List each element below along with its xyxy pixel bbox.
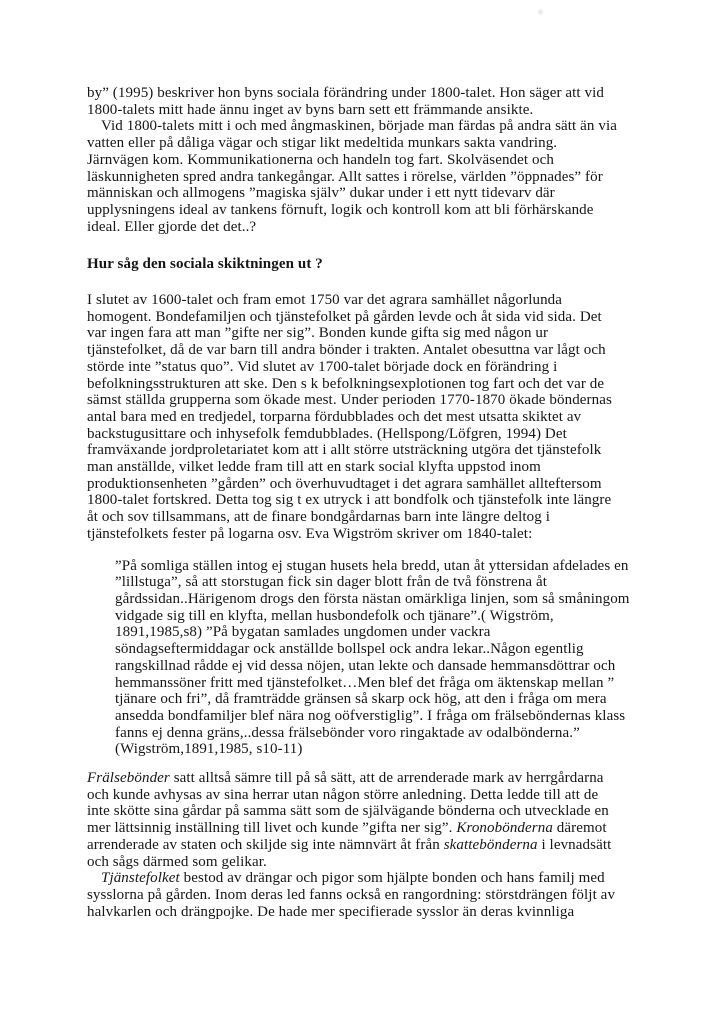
text-line: 1891,1985,s8) ”På bygatan samlades ungdomen under vackra — [115, 624, 491, 641]
text-line: gårdssidan..Härigenom drogs den första nästan omärkliga linjen, som så småningom — [115, 590, 630, 607]
text-line: (Wigström,1891,1985, s10-11) — [115, 741, 303, 758]
text-line: inte skötte sina gårdar på samma sätt som de självägande bönderna och utvecklade en — [87, 803, 609, 820]
text-line: rangskillnad rådde ej vid dessa nöjen, utan lekte och dansade hemmansdöttrar och — [115, 657, 616, 674]
text-line: människan och allmogens ”magiska själv” dukar under i ett nytt tidevarv där — [87, 185, 555, 202]
text-line: produktionsenheten ”gården” och överhuvudtaget i det agrara samhället allteftersom — [87, 475, 602, 492]
text-line: ansedda bondfamiljer blef nära nog oöfverstiglig”. I fråga om frälseböndernas klass — [115, 707, 626, 724]
text-line: fanns ej denna gräns,..dessa frälsebönder voro ringaktade av odalbönderna.” — [115, 724, 580, 741]
closing-paragraph — [87, 770, 667, 920]
text-line: störde inte ”status quo”. Vid slutet av 1700-talet började dock en förändring i — [87, 358, 558, 375]
text-line: ideal. Eller gjorde det det..? — [87, 218, 257, 235]
text-line: läskunnigheten spred andra tankegångar. Allt sattes i rörelse, världen ”öppnades” för — [87, 168, 603, 185]
text-line: tjänstefolkets fester på logarna osv. Eva Wigström skriver om 1840-talet: — [87, 525, 533, 542]
text-line: halvkarlen och drängpojke. De hade mer specifierade sysslor än deras kvinnliga — [87, 903, 575, 920]
text-column — [87, 85, 667, 920]
text-line: var ingen fara att man ”gifte ner sig”. Bonden kunde gifta sig med någon ur — [87, 325, 549, 342]
text-line: mer lättsinnig inställning till livet och kunde ”gifta ner sig”. Kronobönderna däremot — [87, 820, 607, 837]
text-line: man anställde, vilket ledde fram till att en stark social klyfta uppstod inom — [87, 459, 541, 476]
text-line: och kunde avhysas av sina herrar utan någon större anledning. Detta ledde till att de — [87, 786, 599, 803]
text-line: Frälsebönder satt alltså sämre till på så sätt, att de arrenderade mark av herrgårdarna — [87, 770, 604, 787]
text-line: hemmanssöner fritt med tjänstefolket…Men blef det fråga om äktenskap mellan ” — [115, 674, 615, 691]
social-structure-paragraph — [87, 292, 667, 543]
text-line: upplysningens ideal av tankens förnuft, logik och kontroll kom att bli förhärskande — [87, 201, 594, 218]
text-line: sämst ställda grupperna som ökade mest. Under perioden 1770-1870 ökade böndernas — [87, 392, 612, 409]
text-line: 1800-talets mitt hade ännu inget av byns barn sett ett främmande ansikte. — [87, 101, 534, 118]
text-line: tjänstefolket, då de var barn till andra bönder i trakten. Antalet obesuttna var lågt och — [87, 342, 606, 359]
text-line: åt och sov tillsammans, att de finare bondgårdarnas barn inte längre deltog i — [87, 509, 550, 526]
text-line: och sågs därmed som gelikar. — [87, 853, 267, 870]
text-line: Vid 1800-talets mitt i och med ångmaskinen, började man färdas på andra sätt än via — [101, 118, 617, 135]
text-line: I slutet av 1600-talet och fram emot 1750 var det agrara samhället någorlunda — [87, 292, 563, 309]
text-line: 1800-talet fortskred. Detta tog sig t ex utryck i att bondfolk och tjänstefolk inte längre — [87, 492, 612, 509]
wigstrom-blockquote — [115, 558, 667, 758]
text-line: arrenderade av staten och skiljde sig inte nämnvärt åt från skattebönderna i levnadsätt — [87, 836, 612, 853]
text-line: Järnvägen kom. Kommunikationerna och handeln tog fart. Skolväsendet och — [87, 151, 554, 168]
text-line: Tjänstefolket bestod av drängar och pigor som hjälpte bonden och hans familj med — [101, 870, 605, 887]
text-line: söndagseftermiddagar ock anställde bollspel ock andra lekar..Någon egentlig — [115, 641, 584, 658]
text-line: sysslorna på gården. Inom deras led fanns också en rangordning: störstdrängen följt av — [87, 886, 616, 903]
text-line: vidgade sig till en klyfta, mellan husbondefolk och tjänare”.( Wigström, — [115, 607, 554, 624]
intro-paragraph — [87, 85, 667, 235]
section-heading — [87, 256, 667, 273]
text-line: ”lillstuga”, så att storstugan fick sin dager blott från de två fönstrena åt — [115, 574, 548, 591]
text-line: tjänare och fri”, då framträdde gränsen så skarp ock hög, att den i fråga om mera — [115, 691, 607, 708]
text-line: framväxande jordproletariatet kom att i allt större utsträckning utgöra det tjänstefolk — [87, 442, 602, 459]
scan-artifact — [537, 8, 544, 16]
text-line: homogent. Bondefamiljen och tjänstefolket på gården levde och åt sida vid sida. Det — [87, 308, 602, 325]
text-line: befolkningsstrukturen att ske. Den s k befolkningsexplotionen tog fart och det var de — [87, 375, 605, 392]
text-line: ”På somliga ställen intog ej stugan husets hela bredd, utan åt yttersidan afdelades en — [115, 557, 629, 574]
text-line: Hur såg den sociala skiktningen ut ? — [87, 256, 323, 273]
text-line: backstugusittare och inhysefolk femdubblades. (Hellspong/Löfgren, 1994) Det — [87, 425, 567, 442]
text-line: vatten eller på dåliga vägar och stigar likt medeltida munkars sakta vandring. — [87, 135, 558, 152]
text-line: by” (1995) beskriver hon byns sociala förändring under 1800-talet. Hon säger att vid — [87, 85, 605, 101]
text-line: antal bara med en tredjedel, torparna fördubblades och det mest utsatta skiktet av — [87, 408, 582, 425]
